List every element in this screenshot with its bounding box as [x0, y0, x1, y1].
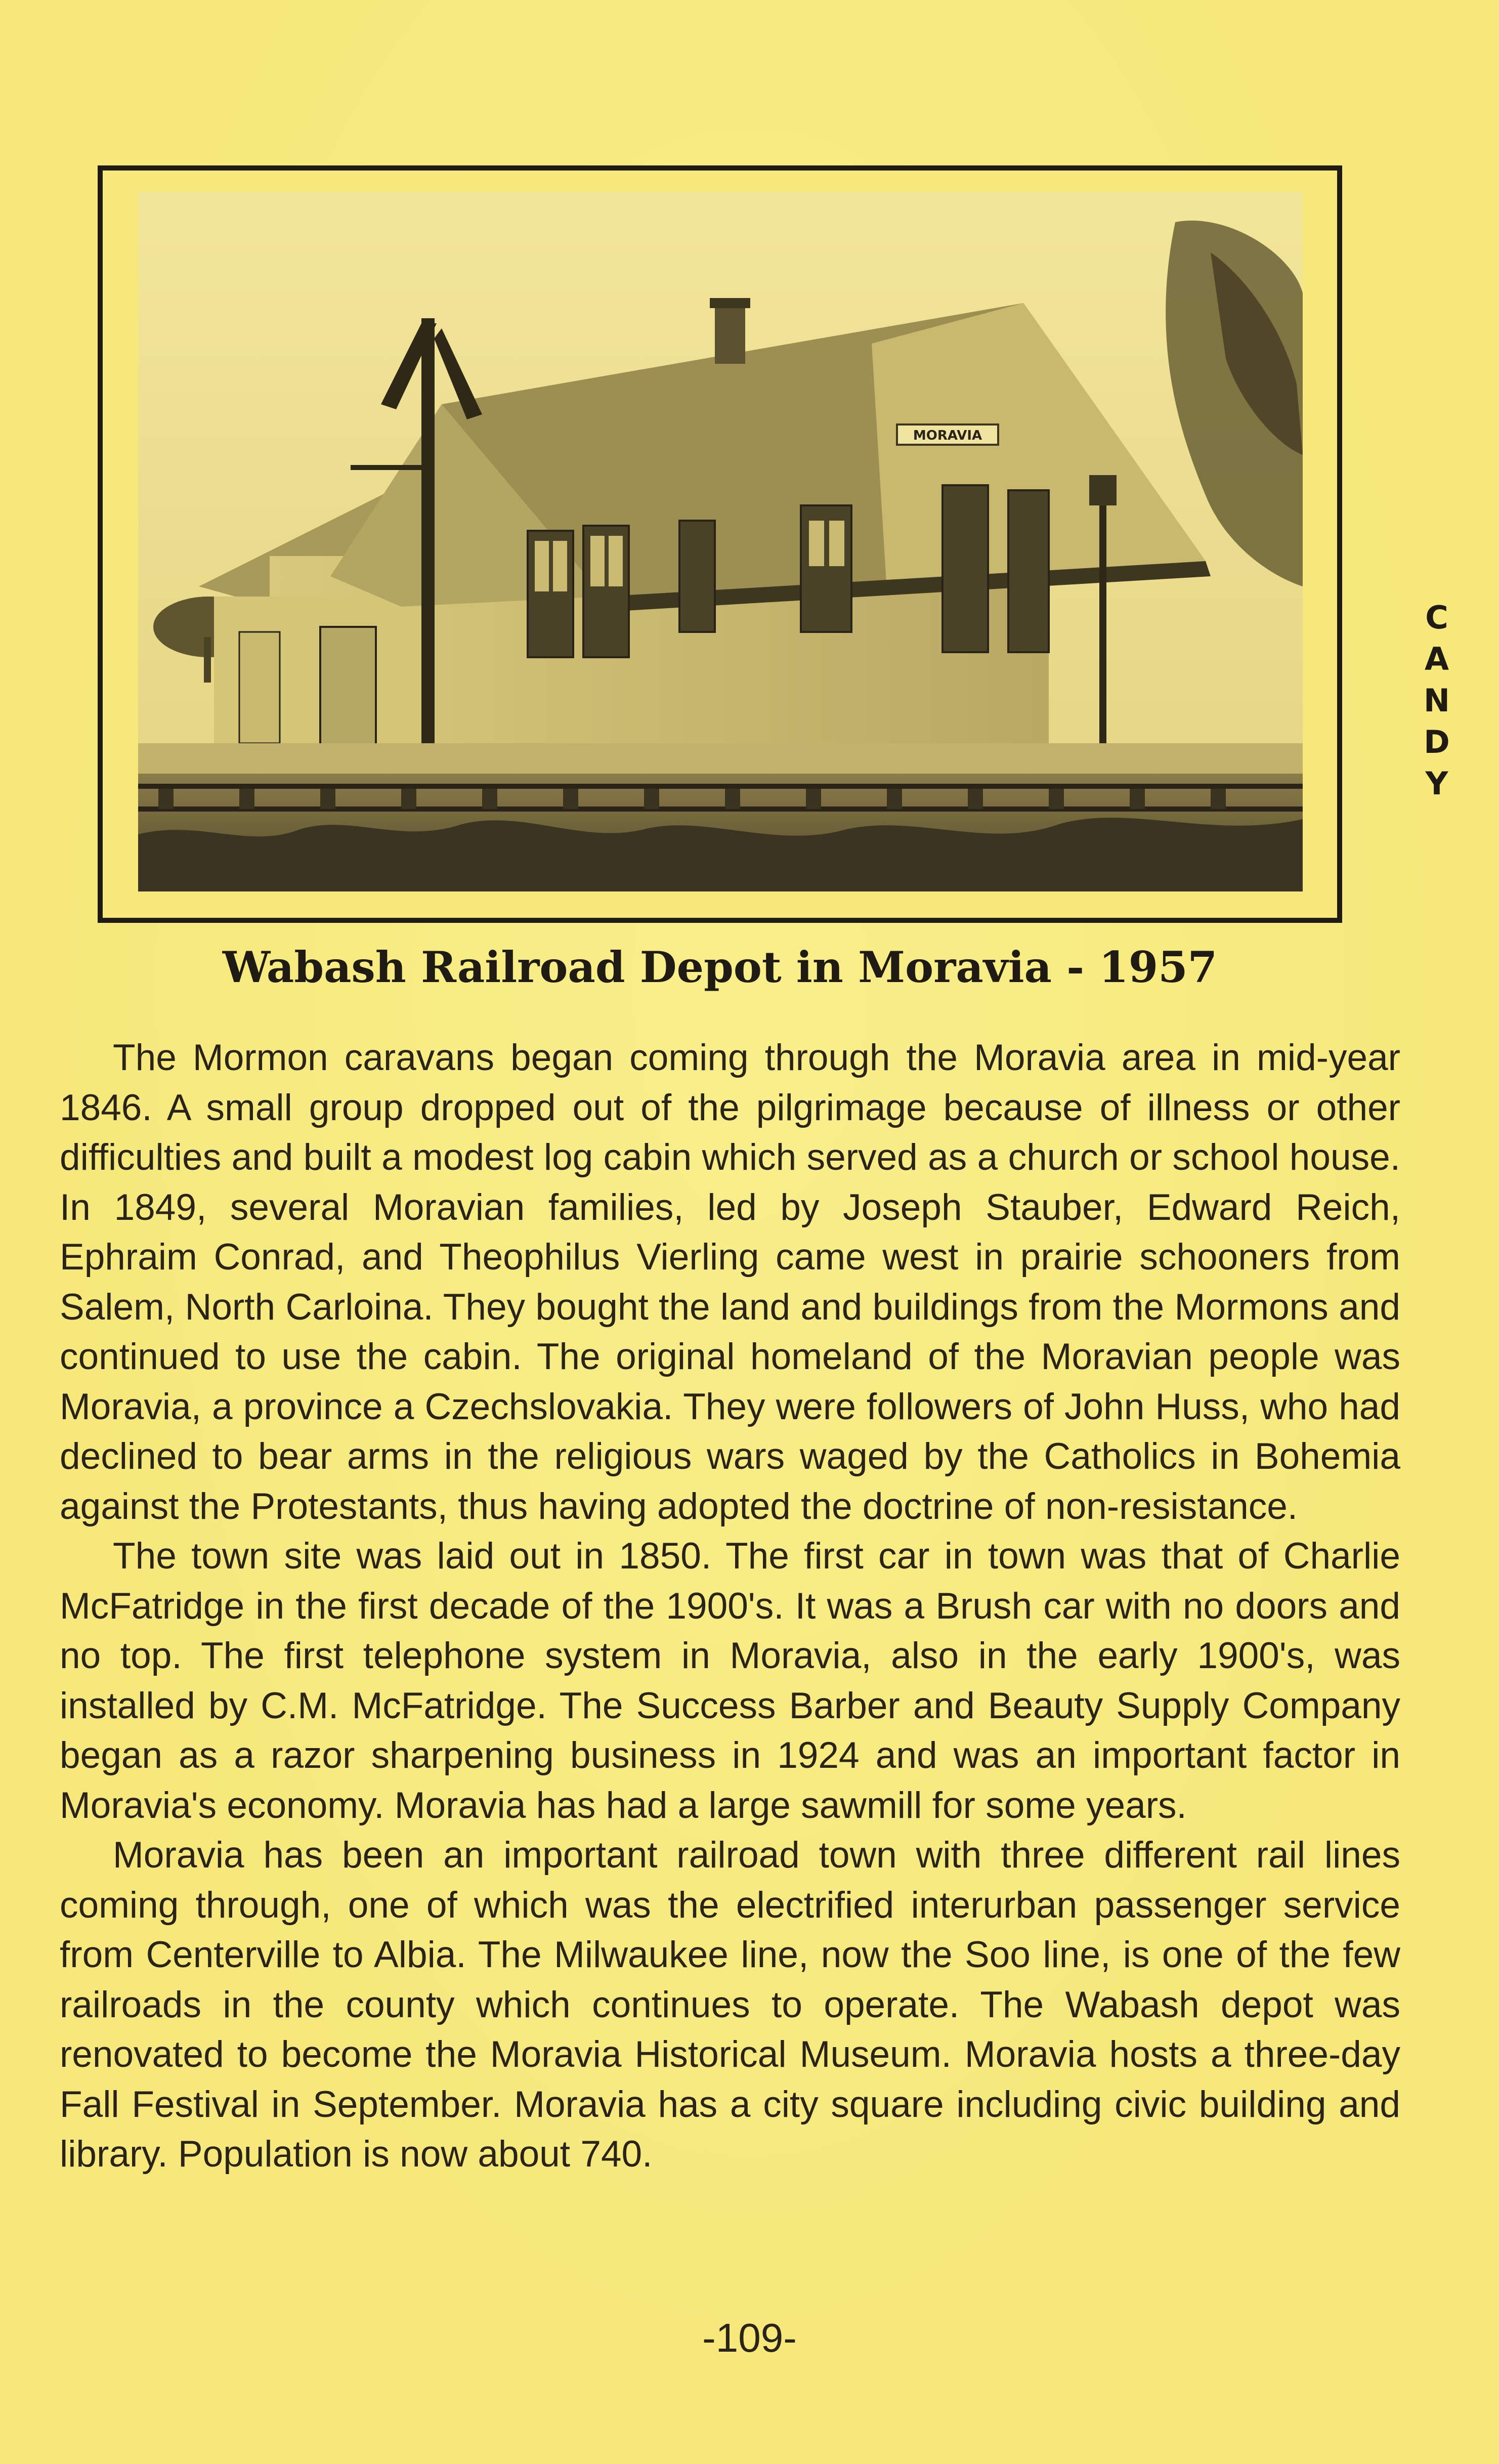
side-tab-letter: A	[1425, 641, 1449, 677]
depot-photograph	[138, 192, 1303, 891]
side-tab-letter: D	[1424, 724, 1450, 760]
station-sign-text: MORAVIA	[913, 428, 982, 443]
article-body	[60, 1033, 1400, 2180]
page-number: -109-	[702, 2315, 797, 2360]
paragraph-railroad: Moravia has been an important railroad town with three different rail lines coming through, one of which was the electrified interurban passenger service from Centerville to Albia. The Milwaukee line, now the Soo line, is one of the few railroads in the county which continues to operate. The Wabash depot was renovated to become the Moravia Historical Museum. Moravia hosts a three-day Fall Festival in September. Moravia has a city square including civic building and library. Population is now about 740.	[60, 1835, 1400, 2175]
section-tab-candy	[1411, 597, 1462, 804]
photo-caption: Wabash Railroad Depot in Moravia - 1957	[222, 942, 1218, 992]
side-tab-letter: N	[1424, 682, 1450, 719]
photo-frame	[98, 165, 1342, 923]
paragraph-town-site: The town site was laid out in 1850. The first car in town was that of Charlie McFatridge in the first decade of the 1900's. It was a Brush car with no doors and no top. The first telephone system in Moravia, also in the early 1900's, was installed by C.M. McFatridge. The Success Barber and Beauty Supply Company began as a razor sharpening business in 1924 and was an important factor in Moravia's economy. Moravia has had a large sawmill for some years.	[60, 1536, 1400, 1826]
depot-illustration	[138, 192, 1303, 891]
side-tab-letter: C	[1425, 599, 1448, 636]
side-tab-letter: Y	[1425, 765, 1448, 802]
paragraph-history: The Mormon caravans began coming through the Moravia area in mid-year 1846. A small group dropped out of the pilgrimage because of illness or other difficulties and built a modest log cabin which served as a church or school house. In 1849, several Moravian families, led by Joseph Stauber, Edward Reich, Ephraim Conrad, and Theophilus Vierling came west in prairie schooners from Salem, North Carloina. They bought the land and buildings from the Mormons and continued to use the cabin. The original homeland of the Moravian people was Moravia, a province a Czechslovakia. They were followers of John Huss, who had declined to bear arms in the religious wars waged by the Catholics in Bohemia against the Protestants, thus having adopted the doctrine of non-resistance.	[60, 1037, 1400, 1527]
